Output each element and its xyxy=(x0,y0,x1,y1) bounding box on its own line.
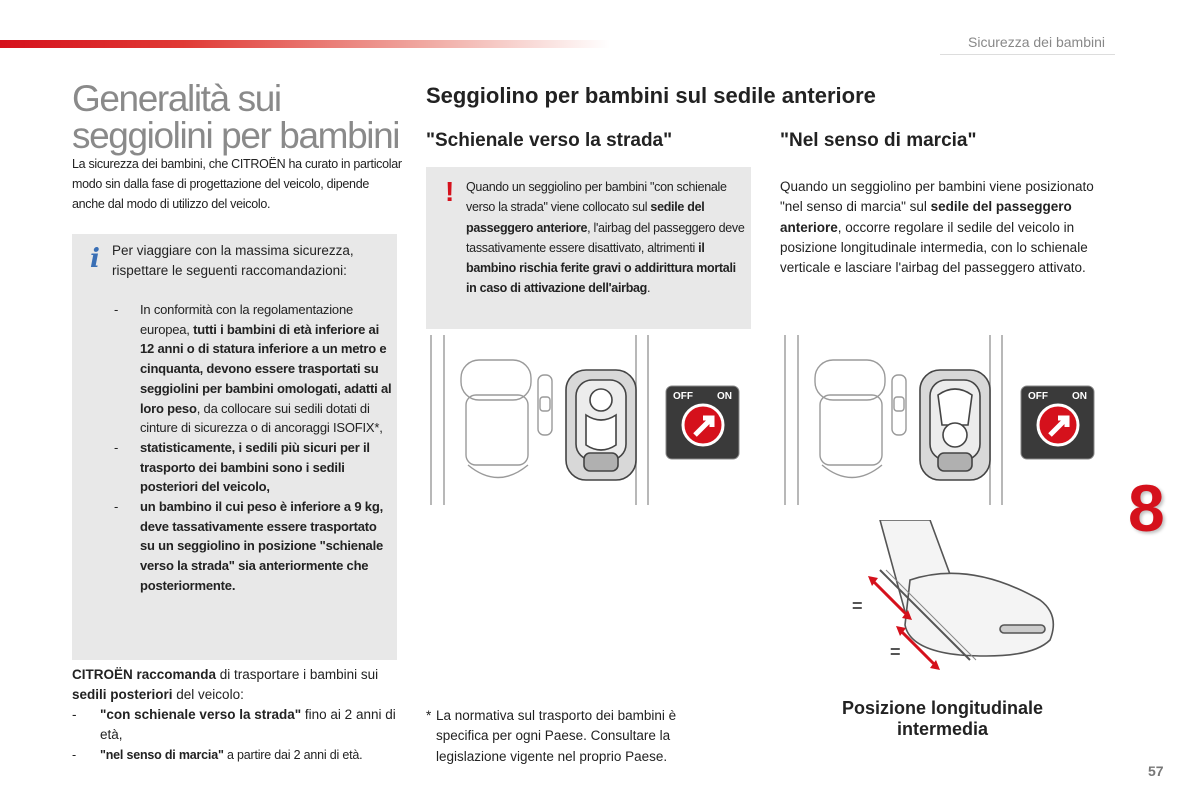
header-accent-bar xyxy=(0,40,610,48)
warning-text: Quando un seggiolino per bambini "con schienale verso la strada" viene collocato sul sedile del passeggero anteriore, l'airbag del passeggero deve tassativamente essere disattivato, altrimenti il bambino rischia ferite gravi o addirittura mortali in caso di attivazione dell'airbag. xyxy=(466,180,745,296)
col2-title: "Nel senso di marcia" xyxy=(780,130,977,151)
seat-equal-mark-1: = xyxy=(852,596,863,616)
col2-paragraph: Quando un seggiolino per bambini viene posizionato "nel senso di marcia" sul sedile del passeggero anteriore, occorre regolare il sedile del veicolo in posizione longitudinale intermedia, con lo schienale verticale e lasciare l'airbag del passeggero attivato. xyxy=(780,179,1094,276)
forward-facing-seat-illustration xyxy=(780,335,1015,510)
col1-title: "Schienale verso la strada" xyxy=(426,130,673,151)
switch-off-label: OFF xyxy=(673,391,693,402)
info-intro: Per viaggiare con la massima sicurezza, rispettare le seguenti raccomandazioni: xyxy=(112,243,354,278)
footnote-text: La normativa sul trasporto dei bambini è specifica per ogni Paese. Consultare la legislazione vigente nel proprio Paese. xyxy=(436,708,677,764)
seat-position-illustration xyxy=(850,520,1070,685)
switch-off-label: OFF xyxy=(1028,391,1048,402)
footnote-star: * xyxy=(426,708,432,723)
page-title-line1: Generalità sui xyxy=(72,78,281,119)
chapter-number: 8 xyxy=(1128,471,1165,545)
info-list-item: - statisticamente, i sedili più sicuri per il trasporto dei bambini sono i sedili posteriori del veicolo, xyxy=(114,439,370,495)
info-list xyxy=(112,300,392,596)
page-title-line2: seggiolini per bambini xyxy=(72,115,400,156)
airbag-switch-off xyxy=(665,385,740,460)
page-title xyxy=(72,80,412,154)
recommendation-item: - "con schienale verso la strada" fino ai 2 anni di età, xyxy=(72,707,396,742)
seat-equal-mark-2: = xyxy=(890,642,901,662)
info-list-item: - un bambino il cui peso è inferiore a 9 kg, deve tassativamente essere trasportato su un seggiolino in posizione "schienale verso la strada" sia anteriormente che posteriormente. xyxy=(114,499,384,593)
rear-facing-seat-illustration xyxy=(426,335,661,510)
switch-on-label: ON xyxy=(1072,391,1087,402)
seat-position-caption: Posizione longitudinale intermedia xyxy=(841,698,1043,739)
recommendation: CITROËN raccomanda di trasportare i bambini sui sedili posteriori del veicolo: - "con schienale verso la strada" fino ai 2 anni di età, - "nel senso di marcia" a partire dai 2 anni di età. xyxy=(72,665,402,765)
airbag-switch-on xyxy=(1020,385,1095,460)
info-list-item: - In conformità con la regolamentazione europea, tutti i bambini di età inferiore ai 12 anni o di statura inferiore a un metro e cinquanta, devono essere trasportati su seggiolini per bambini omologati, adatti al loro peso, da collocare sui sedili dotati di cinture di sicurezza o di ancoraggi ISOFIX*, xyxy=(114,302,392,436)
page-number: 57 xyxy=(1148,763,1164,779)
intro-paragraph: La sicurezza dei bambini, che CITROËN ha curato in particolar modo sin dalla fase di progettazione del veicolo, dipende anche dal modo di utilizzo del veicolo. xyxy=(72,157,402,211)
footnote xyxy=(426,706,726,767)
header-divider xyxy=(940,54,1115,55)
section-title: Seggiolino per bambini sul sedile anteriore xyxy=(426,83,876,108)
header-section-title: Sicurezza dei bambini xyxy=(968,34,1105,50)
switch-on-label: ON xyxy=(717,391,732,402)
recommendation-item: - "nel senso di marcia" a partire dai 2 anni di età. xyxy=(72,748,363,762)
info-icon: i xyxy=(90,244,100,274)
warning-exclamation-icon: ! xyxy=(445,176,455,207)
